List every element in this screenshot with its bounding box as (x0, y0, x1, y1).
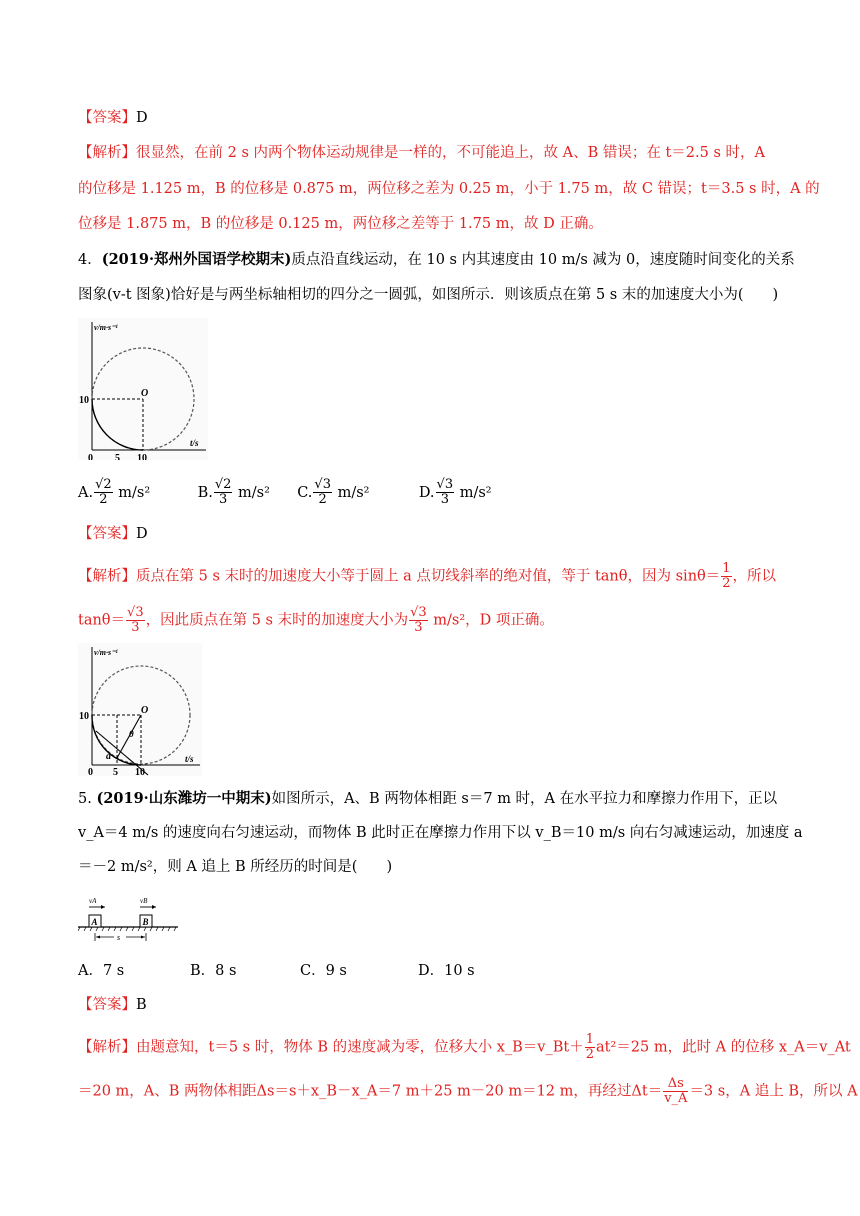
option-d[interactable]: D．10 s (418, 963, 475, 979)
option-letter: D. (418, 484, 435, 501)
analysis-text: ＝3 s，A 追上 B，所以 A (689, 1083, 858, 1100)
option-c[interactable] (297, 478, 414, 507)
option-unit: m/s² (459, 484, 492, 501)
frac-den: 2 (585, 1047, 594, 1062)
question-text: 质点沿直线运动，在 10 s 内其速度由 10 m/s 减为 0，速度随时间变化的关系 (291, 252, 795, 268)
analysis-text: 很显然，在前 2 s 内两个物体运动规律是一样的，不可能追上，故 A、B 错误；在 t＝2.5 s 时，A (136, 145, 765, 161)
q4-answer-row (78, 523, 148, 545)
q4-analysis-line-1 (78, 562, 776, 591)
answer-tag: 【答案】 (78, 526, 136, 542)
center-label: O (141, 388, 149, 399)
frac-num: Δs (663, 1077, 688, 1092)
question-number: 4． (78, 252, 102, 268)
q4-options (78, 478, 492, 507)
fraction (721, 562, 731, 591)
svg-text:10: 10 (79, 711, 89, 722)
analysis-tag: 【解析】 (78, 568, 136, 585)
analysis-text: m/s²，D 项正确。 (428, 612, 554, 629)
question-text: 如图所示，A、B 两物体相距 s＝7 m 时，A 在水平拉力和摩擦力作用下，正以 (271, 791, 778, 807)
svg-text:0: 0 (88, 767, 93, 776)
option-unit: m/s² (337, 484, 370, 501)
vb-label: vB (140, 897, 148, 905)
answer-tag: 【答案】 (78, 997, 136, 1013)
frac-num: √3 (436, 477, 454, 492)
svg-text:O: O (141, 705, 149, 716)
answer-value: B (136, 997, 147, 1013)
frac-den: 2 (722, 576, 731, 591)
q5-analysis-line-2 (78, 1077, 858, 1106)
svg-text:θ: θ (129, 729, 134, 739)
frac-den: 3 (414, 620, 423, 635)
analysis-tag: 【解析】 (78, 1039, 136, 1056)
q4-stem-line-2: 图象(v-t 图象)恰好是与两坐标轴相切的四分之一圆弧，如图所示．则该质点在第 5 s 末的加速度大小为( ) (78, 287, 779, 303)
option-fraction (94, 478, 113, 507)
option-unit: m/s² (238, 484, 270, 501)
analysis-text: ，所以 (732, 568, 777, 585)
x-tick-0: 0 (88, 453, 93, 460)
answer-value: D (136, 110, 148, 126)
answer-value: D (136, 526, 148, 542)
option-fraction (436, 478, 455, 507)
fraction (663, 1077, 688, 1106)
q5-blocks-figure (78, 893, 178, 943)
frac-den: 3 (219, 492, 228, 507)
q5-answer-row (78, 994, 147, 1016)
analysis-tag: 【解析】 (78, 145, 136, 161)
svg-text:5: 5 (113, 767, 118, 776)
svg-text:B: B (142, 917, 149, 927)
frac-den: 3 (440, 492, 449, 507)
frac-den: 2 (318, 492, 327, 507)
x-tick-10: 10 (137, 453, 147, 460)
q3-analysis-line-1 (78, 142, 765, 164)
q3-analysis-line-2: 的位移是 1.125 m，B 的位移是 0.875 m，两位移之差为 0.25 m，小于 1.75 m，故 C 错误；t＝3.5 s 时，A 的 (78, 181, 820, 197)
frac-den: 2 (99, 492, 108, 507)
x-axis-label: t/s (190, 438, 199, 448)
frac-num: √2 (214, 477, 232, 492)
option-unit: m/s² (118, 484, 151, 501)
analysis-text: 由题意知，t＝5 s 时，物体 B 的速度减为零，位移大小 x_B＝v_Bt＋ (136, 1039, 584, 1056)
q4-analysis-graph (78, 643, 202, 776)
svg-text:a: a (106, 751, 111, 762)
option-a[interactable]: A．7 s (78, 963, 125, 979)
option-d[interactable] (419, 478, 492, 507)
svg-text:t/s: t/s (185, 754, 194, 764)
frac-den: v_A (664, 1091, 688, 1106)
fraction (409, 606, 428, 635)
answer-tag: 【答案】 (78, 110, 136, 126)
analysis-text: at²＝25 m，此时 A 的位移 x_A＝v_At (595, 1039, 851, 1056)
q5-stem-line-2: v_A＝4 m/s 的速度向右匀速运动，而物体 B 此时正在摩擦力作用下以 v_B＝10 m/s 向右匀减速运动，加速度 a (78, 825, 803, 841)
analysis-text: ＝20 m，A、B 两物体相距Δs＝s＋x_B－x_A＝7 m＋25 m－20 m＝12 m，再经过Δt＝ (78, 1083, 663, 1100)
question-source: (2019·郑州外国语学校期末) (101, 251, 292, 268)
fraction (126, 606, 145, 635)
analysis-text: tanθ＝ (78, 612, 126, 629)
frac-num: √3 (127, 605, 144, 620)
quarter-arc (92, 399, 143, 450)
q3-analysis-line-3: 位移是 1.875 m，B 的位移是 0.125 m，两位移之差等于 1.75 m，故 D 正确。 (78, 216, 603, 232)
q4-stem-line-1 (78, 249, 795, 271)
fraction (585, 1033, 595, 1062)
option-a[interactable] (78, 478, 193, 507)
question-source: (2019·山东潍坊一中期末) (96, 790, 272, 807)
analysis-text: 质点在第 5 s 末时的加速度大小等于圆上 a 点切线斜率的绝对值，等于 tanθ，因为 sinθ＝ (136, 568, 721, 585)
frac-num: 1 (585, 1032, 594, 1047)
option-b[interactable]: B．8 s (190, 963, 237, 979)
q5-stem-line-3: ＝－2 m/s²，则 A 追上 B 所经历的时间是( ) (78, 859, 393, 875)
option-c[interactable]: C．9 s (300, 963, 347, 979)
option-letter: C. (297, 484, 313, 501)
distance-label: s (117, 933, 121, 942)
q5-analysis-line-1 (78, 1033, 851, 1062)
option-letter: B. (197, 484, 213, 501)
va-label: vA (89, 897, 97, 905)
y-axis-label: v/m·s⁻¹ (94, 323, 118, 332)
frac-den: 3 (131, 620, 140, 635)
option-fraction (313, 478, 332, 507)
svg-text:10: 10 (135, 767, 145, 776)
q5-stem-line-1 (78, 788, 777, 810)
q4-analysis-line-2 (78, 606, 554, 635)
q4-vt-graph (78, 318, 208, 460)
option-fraction (214, 478, 233, 507)
svg-text:A: A (91, 917, 98, 927)
q5-options (78, 960, 475, 982)
frac-num: √2 (95, 477, 112, 492)
option-letter: A. (78, 484, 94, 501)
svg-text:v/m·s⁻¹: v/m·s⁻¹ (94, 648, 118, 657)
option-b[interactable] (198, 478, 293, 507)
x-tick-5: 5 (115, 453, 120, 460)
y-tick: 10 (79, 395, 89, 406)
analysis-text: ，因此质点在第 5 s 末时的加速度大小为 (145, 612, 409, 629)
frac-num: √3 (314, 477, 331, 492)
question-number: 5. (78, 791, 97, 807)
q3-answer-row (78, 107, 148, 129)
frac-num: √3 (410, 605, 427, 620)
frac-num: 1 (722, 561, 731, 576)
